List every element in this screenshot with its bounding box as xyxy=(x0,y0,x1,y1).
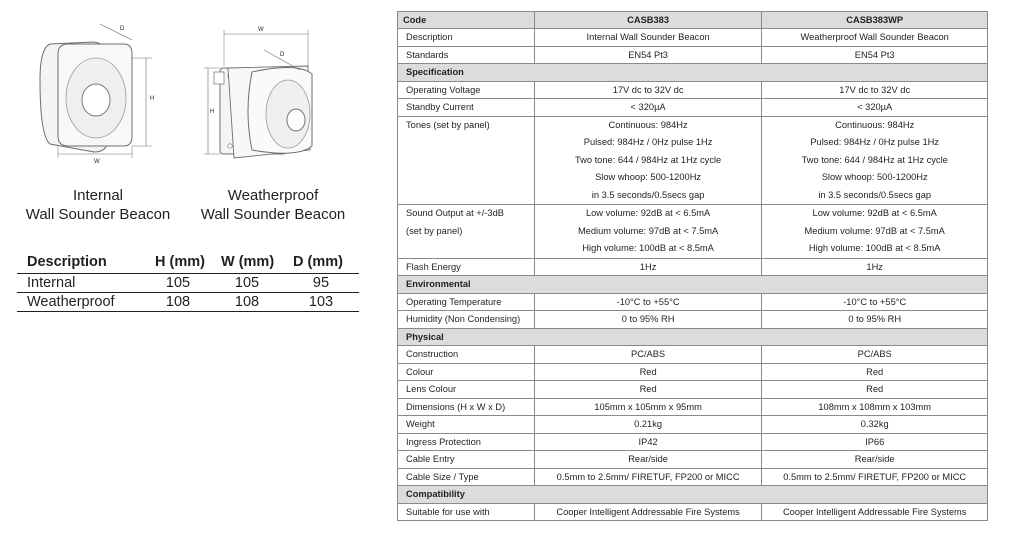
spec-value-a-cell: 1Hz xyxy=(534,258,762,276)
spec-value-a-cell: 0.21kg xyxy=(534,416,762,434)
spec-cell-line: (set by panel) xyxy=(406,225,463,236)
spec-cell-line: Continuous: 984Hz xyxy=(835,119,915,130)
spec-cell-line: in 3.5 seconds/0.5secs gap xyxy=(818,189,932,200)
spec-label-cell: Flash Energy xyxy=(398,258,535,276)
spec-header-model-b: CASB383WP xyxy=(762,12,988,29)
spec-value-a-cell: < 320µA xyxy=(534,99,762,117)
internal-caption-line1: Internal xyxy=(72,187,124,204)
spec-label-cell: Cable Size / Type xyxy=(398,468,535,486)
spec-cell-line: Two tone: 644 / 984Hz at 1Hz cycle xyxy=(574,154,722,165)
spec-value-a-cell: EN54 Pt3 xyxy=(534,46,762,64)
spec-value-b-cell: 0 to 95% RH xyxy=(762,311,988,329)
spec-header-row xyxy=(398,12,988,29)
spec-value-b-cell xyxy=(762,116,988,205)
weatherproof-caption xyxy=(186,186,360,224)
spec-value-b-cell: PC/ABS xyxy=(762,346,988,364)
spec-label-cell: Cable Entry xyxy=(398,451,535,469)
spec-section-heading: Physical xyxy=(398,328,988,346)
spec-cell-line: Continuous: 984Hz xyxy=(608,119,688,130)
spec-cell-line: Two tone: 644 / 984Hz at 1Hz cycle xyxy=(801,154,948,165)
dimensions-cell: 108 xyxy=(234,293,260,310)
spec-value-a-cell: 0.5mm to 2.5mm/ FIRETUF, FP200 or MICC xyxy=(534,468,762,486)
spec-value-b-cell: Weatherproof Wall Sounder Beacon xyxy=(762,29,988,47)
spec-row xyxy=(398,205,988,259)
weatherproof-height-label: H xyxy=(210,109,215,115)
spec-value-b-cell: 0.5mm to 2.5mm/ FIRETUF, FP200 or MICC xyxy=(762,468,988,486)
spec-label-cell: Description xyxy=(398,29,535,47)
spec-label-cell: Tones (set by panel) xyxy=(398,116,535,205)
dimensions-cell: 105 xyxy=(165,274,191,291)
spec-label-cell: Operating Temperature xyxy=(398,293,535,311)
spec-row xyxy=(398,416,988,434)
spec-value-b-cell: < 320µA xyxy=(762,99,988,117)
spec-row xyxy=(398,433,988,451)
spec-row xyxy=(398,46,988,64)
spec-label-cell: Suitable for use with xyxy=(398,503,535,521)
spec-value-b-cell: IP66 xyxy=(762,433,988,451)
spec-cell-line: Slow whoop: 500-1200Hz xyxy=(821,172,928,182)
spec-row xyxy=(398,398,988,416)
spec-value-a-cell xyxy=(534,205,762,259)
spec-section-heading: Compatibility xyxy=(398,486,988,504)
spec-header-model-a: CASB383 xyxy=(534,12,762,29)
spec-header-code: Code xyxy=(398,12,535,29)
dimensions-header-row xyxy=(17,252,359,273)
dimensions-cell: 103 xyxy=(308,293,334,310)
spec-value-a-cell: PC/ABS xyxy=(534,346,762,364)
spec-value-b-cell: 17V dc to 32V dc xyxy=(762,81,988,99)
dimensions-header-depth: D (mm) xyxy=(293,253,343,270)
internal-height-label: H xyxy=(150,96,155,102)
spec-row xyxy=(398,116,988,205)
spec-cell-line: High volume: 100dB at < 8.5mA xyxy=(582,243,714,253)
spec-label-cell: Ingress Protection xyxy=(398,433,535,451)
spec-value-b-cell: Rear/side xyxy=(762,451,988,469)
dimensions-row-internal xyxy=(17,273,359,292)
dimensions-cell: Internal xyxy=(27,274,76,291)
spec-value-a-cell: Rear/side xyxy=(534,451,762,469)
internal-depth-label: D xyxy=(120,26,125,32)
spec-value-a-cell: 17V dc to 32V dc xyxy=(534,81,762,99)
weatherproof-caption-line2: Wall Sounder Beacon xyxy=(200,206,346,223)
spec-label-cell: Operating Voltage xyxy=(398,81,535,99)
dimensions-header-description: Description xyxy=(27,253,107,270)
spec-value-a-cell: Cooper Intelligent Addressable Fire Systems xyxy=(534,503,762,521)
dimensions-table xyxy=(17,252,359,312)
spec-cell-line: High volume: 100dB at < 8.5mA xyxy=(808,243,941,253)
spec-row xyxy=(398,503,988,521)
spec-label-cell: Dimensions (H x W x D) xyxy=(398,398,535,416)
spec-value-a-cell xyxy=(534,116,762,205)
spec-label-cell: Construction xyxy=(398,346,535,364)
spec-value-b-cell: 108mm x 108mm x 103mm xyxy=(762,398,988,416)
spec-value-a-cell: 0 to 95% RH xyxy=(534,311,762,329)
dimensions-cell: 95 xyxy=(312,274,330,291)
spec-value-a-cell: Red xyxy=(534,363,762,381)
spec-label-cell: Colour xyxy=(398,363,535,381)
spec-row xyxy=(398,381,988,399)
weatherproof-beacon-drawing xyxy=(200,22,330,170)
spec-cell-line: Sound Output at +/-3dB xyxy=(406,208,504,218)
spec-table-body xyxy=(398,29,988,521)
internal-beacon-drawing xyxy=(28,18,168,168)
specification-table xyxy=(397,11,988,521)
spec-value-b-cell: -10°C to +55°C xyxy=(762,293,988,311)
spec-value-b-cell: 1Hz xyxy=(762,258,988,276)
weatherproof-depth-label: D xyxy=(280,52,285,58)
spec-value-b-cell: EN54 Pt3 xyxy=(762,46,988,64)
spec-value-b-cell: 0.32kg xyxy=(762,416,988,434)
spec-label-cell: Standards xyxy=(398,46,535,64)
spec-value-a-cell: Red xyxy=(534,381,762,399)
spec-row xyxy=(398,29,988,47)
spec-value-a-cell: -10°C to +55°C xyxy=(534,293,762,311)
spec-section-row xyxy=(398,328,988,346)
spec-row xyxy=(398,468,988,486)
spec-cell-line: Medium volume: 97dB at < 7.5mA xyxy=(577,225,719,236)
spec-cell-line: Slow whoop: 500-1200Hz xyxy=(595,172,702,182)
spec-cell-line: Pulsed: 984Hz / 0Hz pulse 1Hz xyxy=(810,137,940,147)
spec-section-row xyxy=(398,486,988,504)
spec-row xyxy=(398,81,988,99)
spec-row xyxy=(398,311,988,329)
spec-value-a-cell: IP42 xyxy=(534,433,762,451)
weatherproof-caption-line1: Weatherproof xyxy=(227,187,319,204)
dimensions-cell: Weatherproof xyxy=(27,293,115,310)
dimensions-cell: 108 xyxy=(165,293,191,310)
dimensions-header-width: W (mm) xyxy=(221,253,275,270)
spec-section-row xyxy=(398,64,988,82)
spec-value-b-cell: Cooper Intelligent Addressable Fire Systems xyxy=(762,503,988,521)
dimensions-row-weatherproof xyxy=(17,292,359,311)
spec-value-b-cell: Red xyxy=(762,363,988,381)
spec-cell-line: Medium volume: 97dB at < 7.5mA xyxy=(804,225,945,236)
spec-section-heading: Environmental xyxy=(398,276,988,294)
spec-row xyxy=(398,363,988,381)
spec-cell-line: Low volume: 92dB at < 6.5mA xyxy=(812,208,937,218)
internal-width-label: W xyxy=(94,159,100,165)
spec-label-cell: Lens Colour xyxy=(398,381,535,399)
dimensions-header-height: H (mm) xyxy=(155,253,205,270)
spec-value-b-cell: Red xyxy=(762,381,988,399)
spec-section-heading: Specification xyxy=(398,64,988,82)
spec-cell-line: Low volume: 92dB at < 6.5mA xyxy=(585,208,711,218)
spec-value-a-cell: Internal Wall Sounder Beacon xyxy=(534,29,762,47)
spec-cell-line: in 3.5 seconds/0.5secs gap xyxy=(591,189,705,200)
spec-value-a-cell: 105mm x 105mm x 95mm xyxy=(534,398,762,416)
dimensions-cell: 105 xyxy=(234,274,260,291)
weatherproof-width-label: W xyxy=(258,27,264,33)
internal-caption xyxy=(12,186,184,224)
spec-cell-line: Pulsed: 984Hz / 0Hz pulse 1Hz xyxy=(583,137,713,147)
spec-row xyxy=(398,293,988,311)
spec-value-b-cell xyxy=(762,205,988,259)
spec-row xyxy=(398,99,988,117)
spec-label-cell: Weight xyxy=(398,416,535,434)
internal-caption-line2: Wall Sounder Beacon xyxy=(25,206,171,223)
spec-row xyxy=(398,258,988,276)
spec-label-cell: Standby Current xyxy=(398,99,535,117)
spec-row xyxy=(398,346,988,364)
spec-label-cell xyxy=(398,205,535,259)
spec-label-cell: Humidity (Non Condensing) xyxy=(398,311,535,329)
spec-row xyxy=(398,451,988,469)
spec-section-row xyxy=(398,276,988,294)
